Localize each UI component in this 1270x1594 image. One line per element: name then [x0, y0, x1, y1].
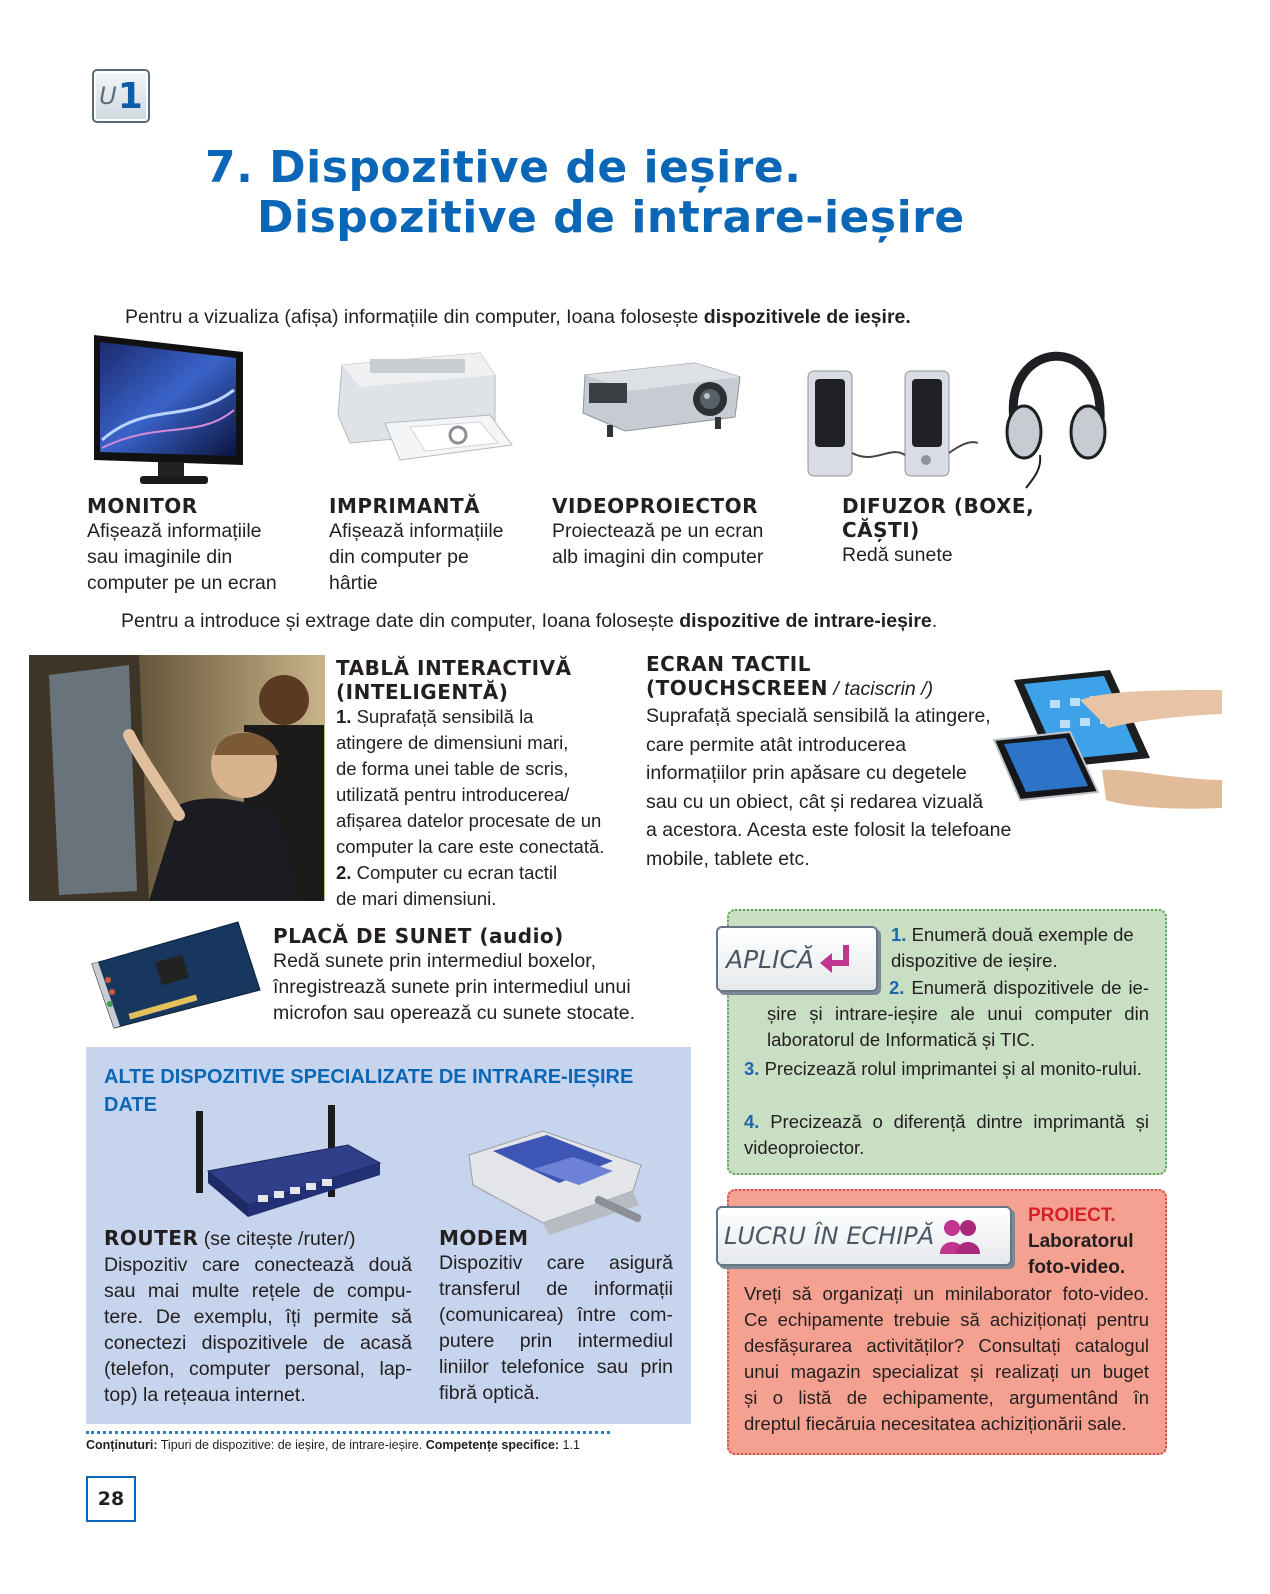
- project-title: Laboratorul: [1028, 1231, 1134, 1252]
- interactive-board-line: atingere de dimensiuni mari,: [336, 732, 569, 753]
- interactive-board-line: de forma unei table de scris,: [336, 758, 569, 779]
- touchscreen-line: care permite atât introducerea: [646, 733, 907, 756]
- modem-line: Dispozitiv care asigură: [439, 1252, 673, 1274]
- sound-card-title-suffix: (audio): [471, 924, 564, 948]
- router-title-row: [104, 1226, 412, 1252]
- enter-arrow-icon: [818, 941, 854, 977]
- team-label: LUCRU ÎN ECHIPĂ: [724, 1222, 935, 1250]
- footer-text: 1.1: [559, 1438, 580, 1452]
- sound-card-title-row: [273, 924, 693, 948]
- specialized-heading-line: DATE: [104, 1094, 157, 1116]
- router-block: [104, 1226, 412, 1408]
- team-line: unui magazin specializat și realizați un buget: [744, 1361, 1149, 1382]
- apply-item-text: Enumeră dispozitivele de ie-șire și intrare-ieșire ale unui computer din laboratorul de Informatică și TIC.: [767, 977, 1150, 1050]
- modem-line: transferul de informații: [439, 1278, 673, 1300]
- device-speaker: [842, 494, 1102, 568]
- touchscreen-line: sau cu un obiect, cât și redarea vizuală: [646, 790, 984, 813]
- point-number: 2.: [336, 862, 352, 883]
- point-number: 1.: [336, 706, 352, 727]
- device-desc-line: Redă sunete: [842, 544, 953, 566]
- interactive-board-block: [336, 656, 636, 912]
- device-monitor: [87, 494, 317, 596]
- apply-item-1: [891, 922, 1149, 974]
- router-name: ROUTER: [104, 1226, 199, 1250]
- footer-label: Conținuturi:: [86, 1438, 158, 1452]
- router-line: tere. De exemplu, îți permite să: [104, 1306, 412, 1328]
- modem-line: (comunicarea) între com-: [439, 1304, 673, 1326]
- device-desc-line: Proiectează pe un ecran: [552, 520, 764, 542]
- router-line: conectezi dispozitivele de acasă: [104, 1332, 412, 1354]
- intro-io-text: Pentru a introduce și extrage date din computer, Ioana folosește: [121, 610, 680, 632]
- interactive-board-line: [336, 704, 636, 730]
- intro-io: [121, 610, 937, 633]
- project-block: [1028, 1203, 1158, 1281]
- unit-badge: [92, 69, 150, 123]
- intro-output-bold: dispozitivele de ieșire.: [703, 306, 911, 328]
- project-title: foto-video.: [1028, 1257, 1126, 1278]
- touchscreen-line: mobile, tablete etc.: [646, 847, 810, 870]
- unit-number: 1: [117, 75, 143, 117]
- device-name: IMPRIMANTĂ: [329, 494, 481, 518]
- page-title: [205, 143, 965, 243]
- speakers-image: [800, 365, 980, 480]
- footer-text: Tipuri de dispozitive: de ieșire, de intrare-ieșire.: [157, 1438, 426, 1452]
- team-line: dreptul fiecăruia necesitatea achiziționării sale.: [744, 1413, 1127, 1434]
- sound-card-line: înregistrează sunete prin intermediul unui: [273, 976, 631, 998]
- interactive-board-line: [336, 860, 636, 886]
- team-line: și o listă de echipamente, argumentând în: [744, 1387, 1149, 1408]
- intro-output-text: Pentru a vizualiza (afișa) informațiile din computer, Ioana folosește: [125, 306, 704, 328]
- team-line: Ce echipamente trebuie să achiziționați pentru: [744, 1309, 1149, 1330]
- device-printer: [329, 494, 539, 596]
- tablet-phone-image: [990, 670, 1222, 822]
- modem-line: liniilor telefonice sau prin: [439, 1356, 673, 1378]
- apply-item-number: 3.: [744, 1058, 760, 1079]
- apply-item-text: Enumeră două exemple de dispozitive de ieșire.: [891, 924, 1134, 971]
- modem-name: MODEM: [439, 1226, 529, 1250]
- modem-line: putere prin intermediul: [439, 1330, 673, 1352]
- intro-output: [125, 306, 911, 329]
- sound-card-block: [273, 924, 693, 1026]
- intro-io-bold: dispozitive de intrare-ieșire: [679, 610, 932, 632]
- headphones-image: [1000, 320, 1110, 490]
- device-name: DIFUZOR (BOXE, CĂȘTI): [842, 494, 1035, 542]
- interactive-board-line: computer la care este conectată.: [336, 836, 605, 857]
- footer-label: Competențe specifice:: [425, 1438, 560, 1452]
- printer-image: [330, 345, 520, 470]
- touchscreen-pronunciation: / taciscrin /): [828, 678, 934, 700]
- page-number: 28: [86, 1476, 136, 1522]
- router-note: (se citește /ruter/): [198, 1228, 356, 1250]
- footer-divider: [86, 1431, 610, 1434]
- device-desc-line: din computer pe: [329, 546, 469, 568]
- intro-io-end: .: [931, 610, 938, 632]
- touchscreen-line: informațiilor prin apăsare cu degetele: [646, 762, 967, 784]
- sound-card-line: Redă sunete prin intermediul boxelor,: [273, 950, 597, 972]
- modem-image: [463, 1125, 653, 1235]
- interactive-board-image: [29, 655, 325, 901]
- apply-item-3: [744, 1056, 1149, 1082]
- sound-card-image: [88, 920, 263, 1030]
- specialized-heading-line: ALTE DISPOZITIVE SPECIALIZATE DE INTRARE-IEȘIRE: [104, 1066, 634, 1088]
- team-line: Vreți să organizați un minilaborator foto-video.: [744, 1283, 1149, 1304]
- device-name: MONITOR: [87, 494, 198, 518]
- interactive-board-line: utilizată pentru introducerea/: [336, 784, 570, 805]
- apply-item-text: Precizează o diferență dintre imprimantă și videoproiector.: [744, 1111, 1150, 1158]
- project-label: PROIECT.: [1028, 1205, 1116, 1226]
- apply-item-text: Precizează rolul imprimantei și al monito-rului.: [764, 1058, 1142, 1079]
- router-line: sau mai multe rețele de compu-: [104, 1280, 412, 1302]
- apply-item-number: 1.: [891, 924, 907, 945]
- interactive-board-text: Suprafață sensibilă la: [356, 706, 534, 727]
- interactive-board-text: Computer cu ecran tactil: [356, 862, 558, 883]
- device-desc-line: Afișează informațiile: [87, 520, 262, 542]
- device-desc-line: alb imagini din computer: [552, 546, 764, 568]
- apply-item-4: [744, 1109, 1149, 1161]
- router-image: [188, 1105, 388, 1225]
- interactive-board-line: de mari dimensiuni.: [336, 888, 497, 909]
- modem-block: [439, 1226, 673, 1406]
- touchscreen-line: Suprafață specială sensibilă la atingere,: [646, 705, 991, 727]
- apply-item-number: 4.: [744, 1111, 760, 1132]
- team-tag: [716, 1206, 1012, 1266]
- title-line-2: Dispozitive de intrare-ieșire: [257, 192, 965, 243]
- apply-item-number: 2.: [889, 977, 905, 998]
- interactive-board-line: afișarea datelor procesate de un: [336, 810, 602, 831]
- device-desc-line: sau imaginile din: [87, 546, 233, 568]
- device-desc-line: Afișează informațiile: [329, 520, 504, 542]
- interactive-board-title: TABLĂ INTERACTIVĂ: [336, 656, 572, 680]
- team-line: desfășurarea activităților? Consultați catalogul: [744, 1335, 1149, 1356]
- device-desc-line: hârtie: [329, 572, 378, 594]
- interactive-board-subtitle: (INTELIGENTĂ): [336, 680, 509, 704]
- apply-item-2: [767, 975, 1149, 1053]
- title-line-1: 7. Dispozitive de ieșire.: [205, 142, 802, 193]
- sound-card-line: microfon sau operează cu sunete stocate.: [273, 1002, 636, 1024]
- people-icon: [938, 1216, 982, 1256]
- footer-note: [86, 1438, 580, 1452]
- device-desc-line: computer pe un ecran: [87, 572, 277, 594]
- router-line: Dispozitiv care conectează două: [104, 1254, 412, 1276]
- team-text: [744, 1281, 1149, 1437]
- apply-label: APLICĂ: [726, 944, 815, 974]
- unit-letter: U: [99, 82, 117, 110]
- router-line: top) la rețeaua internet.: [104, 1384, 306, 1406]
- modem-line: fibră optică.: [439, 1382, 540, 1404]
- sound-card-title: PLACĂ DE SUNET: [273, 924, 472, 948]
- touchscreen-line: a acestora. Acesta este folosit la telefoane: [646, 819, 1012, 841]
- touchscreen-title: ECRAN TACTIL: [646, 652, 811, 676]
- device-projector: [552, 494, 812, 570]
- monitor-image: [88, 330, 248, 490]
- device-name: VIDEOPROIECTOR: [552, 494, 759, 518]
- router-line: (telefon, computer personal, lap-: [104, 1358, 412, 1380]
- projector-image: [575, 355, 745, 445]
- touchscreen-subtitle-bold: (TOUCHSCREEN: [646, 676, 828, 700]
